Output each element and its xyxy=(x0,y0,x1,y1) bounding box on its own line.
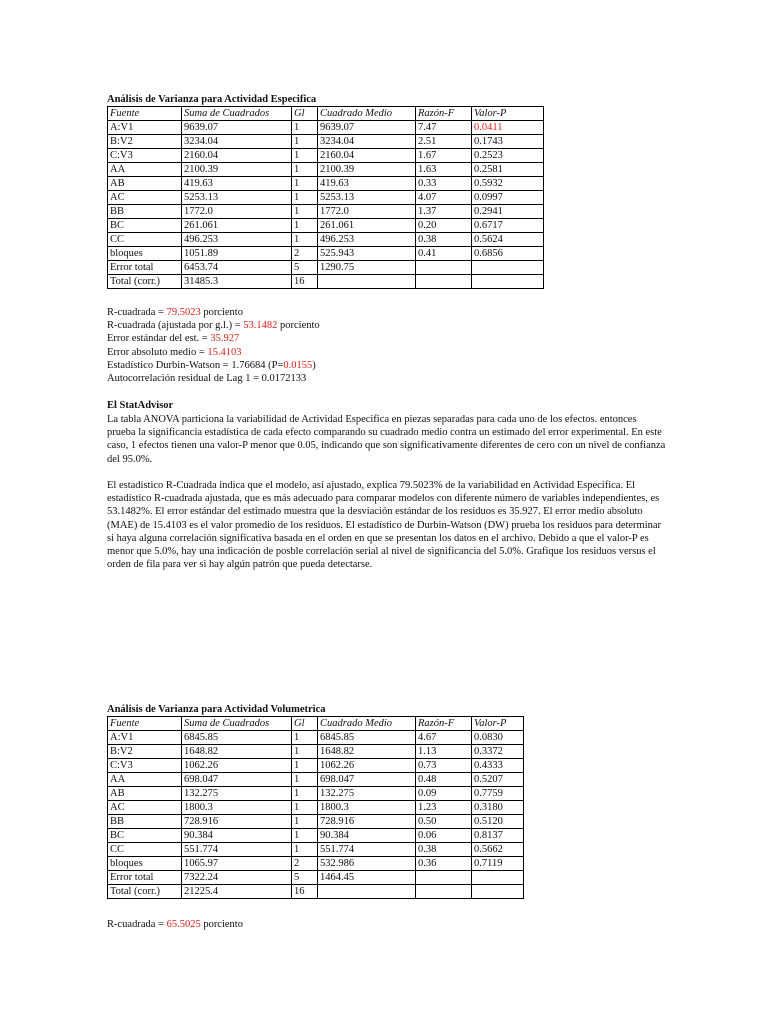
table-row xyxy=(108,759,524,773)
table-cell xyxy=(416,261,472,275)
table-cell: 0.20 xyxy=(416,219,472,233)
table-cell: 0.50 xyxy=(416,815,472,829)
table-cell: 2160.04 xyxy=(318,149,416,163)
table-cell: 1648.82 xyxy=(318,745,416,759)
table-cell: 1 xyxy=(292,205,318,219)
table-row xyxy=(108,135,544,149)
table-cell: 6453.74 xyxy=(182,261,292,275)
header-razon-f: Razón-F xyxy=(416,107,472,121)
mae-value: 15.4103 xyxy=(207,346,242,358)
table-cell: 1.63 xyxy=(416,163,472,177)
table-cell: 261.061 xyxy=(182,219,292,233)
table-cell: 1 xyxy=(292,233,318,247)
table-cell: 1 xyxy=(292,135,318,149)
header-valor-p: Valor-P xyxy=(472,717,524,731)
table2-title: Análisis de Varianza para Actividad Volumetrica xyxy=(107,704,326,715)
table-cell: 0.0997 xyxy=(472,191,544,205)
anova-table-volumetrica xyxy=(107,716,524,899)
summary-stats-volumetrica xyxy=(107,918,243,931)
table-cell: 0.5207 xyxy=(472,773,524,787)
table-cell: A:V1 xyxy=(108,731,182,745)
table-row xyxy=(108,149,544,163)
table-cell xyxy=(318,885,416,899)
table-cell: 0.41 xyxy=(416,247,472,261)
table-cell: 1290.75 xyxy=(318,261,416,275)
table-cell: 7.47 xyxy=(416,121,472,135)
table-cell: 0.5624 xyxy=(472,233,544,247)
table-row xyxy=(108,219,544,233)
table-cell: 1 xyxy=(292,191,318,205)
table-cell: 90.384 xyxy=(318,829,416,843)
table-cell: 90.384 xyxy=(182,829,292,843)
table-cell: B:V2 xyxy=(108,135,182,149)
table-cell: 0.0411 xyxy=(472,121,544,135)
table-cell: 16 xyxy=(292,885,318,899)
table-row xyxy=(108,815,524,829)
table-cell: 496.253 xyxy=(318,233,416,247)
table-cell: 0.5662 xyxy=(472,843,524,857)
table-cell: 728.916 xyxy=(182,815,292,829)
table-cell: 132.275 xyxy=(318,787,416,801)
table-cell xyxy=(472,885,524,899)
r-squared-line: R-cuadrada = 79.5023 porciento xyxy=(107,307,243,318)
table-cell xyxy=(416,871,472,885)
table-cell: 1 xyxy=(292,815,318,829)
table-cell: C:V3 xyxy=(108,149,182,163)
table-cell: 0.38 xyxy=(416,233,472,247)
table-cell: BC xyxy=(108,219,182,233)
table-cell xyxy=(472,261,544,275)
table-cell: 0.3372 xyxy=(472,745,524,759)
table-cell: 1 xyxy=(292,829,318,843)
table-cell: 4.07 xyxy=(416,191,472,205)
table-cell: AB xyxy=(108,177,182,191)
table-cell: 551.774 xyxy=(182,843,292,857)
table-row xyxy=(108,843,524,857)
table-cell: 1.37 xyxy=(416,205,472,219)
table-cell: 2100.39 xyxy=(318,163,416,177)
table-cell: 0.06 xyxy=(416,829,472,843)
table-cell: 419.63 xyxy=(318,177,416,191)
table-cell: 1062.26 xyxy=(318,759,416,773)
table-cell: AA xyxy=(108,163,182,177)
durbin-watson-p-value: 0.0155 xyxy=(283,359,313,371)
table-cell xyxy=(318,275,416,289)
table-row xyxy=(108,205,544,219)
table-cell: 1 xyxy=(292,759,318,773)
table-cell: 0.73 xyxy=(416,759,472,773)
r-squared-value: 65.5025 xyxy=(166,919,201,930)
table-cell: 698.047 xyxy=(318,773,416,787)
table-cell: 0.38 xyxy=(416,843,472,857)
table-cell: 0.4333 xyxy=(472,759,524,773)
table-cell: 728.916 xyxy=(318,815,416,829)
table-cell: Error total xyxy=(108,261,182,275)
table-cell: 5 xyxy=(292,871,318,885)
table-cell: 0.6856 xyxy=(472,247,544,261)
table-cell: bloques xyxy=(108,857,182,871)
table-cell: C:V3 xyxy=(108,759,182,773)
table-cell: 9639.07 xyxy=(318,121,416,135)
table-cell: Total (corr.) xyxy=(108,275,182,289)
table-cell: 21225.4 xyxy=(182,885,292,899)
table-cell: 496.253 xyxy=(182,233,292,247)
table-cell: 0.5120 xyxy=(472,815,524,829)
table-cell: 0.36 xyxy=(416,857,472,871)
header-suma-cuadrados: Suma de Cuadrados xyxy=(182,717,292,731)
table-row xyxy=(108,885,524,899)
table-cell: 0.2523 xyxy=(472,149,544,163)
table-cell: 1 xyxy=(292,731,318,745)
table-cell: 3234.04 xyxy=(182,135,292,149)
table-cell: 0.33 xyxy=(416,177,472,191)
table-cell: 0.7119 xyxy=(472,857,524,871)
table-cell: 0.3180 xyxy=(472,801,524,815)
table-cell: CC xyxy=(108,843,182,857)
table-cell: 1 xyxy=(292,177,318,191)
table-cell: 7322.24 xyxy=(182,871,292,885)
table-cell: 0.2581 xyxy=(472,163,544,177)
durbin-watson-line: Estadístico Durbin-Watson = 1.76684 (P=0.0155) xyxy=(107,359,316,371)
table-cell: 1065.97 xyxy=(182,857,292,871)
table-cell: 132.275 xyxy=(182,787,292,801)
table-cell: 1800.3 xyxy=(318,801,416,815)
table-cell: 5 xyxy=(292,261,318,275)
table-cell: bloques xyxy=(108,247,182,261)
table-cell: 16 xyxy=(292,275,318,289)
table-cell: 1 xyxy=(292,801,318,815)
table-cell: 1772.0 xyxy=(318,205,416,219)
table-cell: 1051.89 xyxy=(182,247,292,261)
table-row xyxy=(108,163,544,177)
table-cell: 9639.07 xyxy=(182,121,292,135)
table-row xyxy=(108,801,524,815)
table-cell: 6845.85 xyxy=(318,731,416,745)
mae-line: Error absoluto medio = 15.4103 xyxy=(107,346,242,358)
summary-stats-especifica xyxy=(107,306,320,385)
table-cell: 525.943 xyxy=(318,247,416,261)
statadvisor-paragraph-2: El estadístico R-Cuadrada indica que el modelo, así ajustado, explica 79.5023% de la variabilidad en Actividad Especifica. El estadístico R-cuadrada ajustada, que es más adecuado para comparar modelos con diferente número de variables independientes, es 53.1482%. El error estándar del estimado muestra que la desviación estándar de los residuos es 35.927. El error medio absoluto (MAE) de 15.4103 es el valor promedio de los residuos. El estadístico de Durbin-Watson (DW) prueba los residuos para determinar si haya alguna correlación significativa basada en el orden en que se presentan los datos en el archivo. Debido a que el valor-P es menor que 5.0%, hay una indicación de posble correlación serial al nivel de significancia del 5.0%. Grafique los residuos versus el orden de fila para ver si hay algún patrón que pueda detectarse. xyxy=(107,480,662,571)
table-cell: 1 xyxy=(292,149,318,163)
table-row xyxy=(108,275,544,289)
table-header-row xyxy=(108,717,524,731)
table-cell: AC xyxy=(108,191,182,205)
table-cell: Error total xyxy=(108,871,182,885)
table-cell xyxy=(472,275,544,289)
table-cell: 551.774 xyxy=(318,843,416,857)
table-cell: 1 xyxy=(292,787,318,801)
standard-error-line: Error estándar del est. = 35.927 xyxy=(107,333,240,345)
statadvisor-paragraph-1: La tabla ANOVA particiona la variabilidad de Actividad Especifica en piezas separadas para cada uno de los efectos. entonces prueba la significancia estadística de cada efecto comparando su cuadrado medio contra un estimado del error experimental. En este caso, 1 efectos tienen una valor-P menor que 0.05, indicando que son significativamente diferentes de cero con un nivel de confianza del 95.0%. xyxy=(107,414,666,465)
table-cell: 1 xyxy=(292,219,318,233)
table-cell: 2100.39 xyxy=(182,163,292,177)
table-header-row xyxy=(108,107,544,121)
header-gl: Gl xyxy=(292,107,318,121)
table-cell: 0.2941 xyxy=(472,205,544,219)
table-row xyxy=(108,829,524,843)
table-row xyxy=(108,787,524,801)
table-cell: 5253.13 xyxy=(182,191,292,205)
table-cell: 2 xyxy=(292,247,318,261)
anova-table-especifica xyxy=(107,106,544,289)
table-cell: 1 xyxy=(292,843,318,857)
table-cell: 6845.85 xyxy=(182,731,292,745)
table-row xyxy=(108,233,544,247)
table-row xyxy=(108,731,524,745)
table-row xyxy=(108,871,524,885)
table-cell: 1772.0 xyxy=(182,205,292,219)
table-cell: 0.8137 xyxy=(472,829,524,843)
header-valor-p: Valor-P xyxy=(472,107,544,121)
header-fuente: Fuente xyxy=(108,717,182,731)
table-cell: 5253.13 xyxy=(318,191,416,205)
table-cell: A:V1 xyxy=(108,121,182,135)
table-cell: AA xyxy=(108,773,182,787)
table-row xyxy=(108,261,544,275)
table-cell: 0.48 xyxy=(416,773,472,787)
header-fuente: Fuente xyxy=(108,107,182,121)
table-cell xyxy=(416,275,472,289)
table-cell: 1.13 xyxy=(416,745,472,759)
table-cell: 698.047 xyxy=(182,773,292,787)
table-cell: CC xyxy=(108,233,182,247)
standard-error-value: 35.927 xyxy=(210,333,240,345)
r-squared-value: 79.5023 xyxy=(166,307,201,318)
header-razon-f: Razón-F xyxy=(416,717,472,731)
table-cell xyxy=(416,885,472,899)
table-cell: 0.1743 xyxy=(472,135,544,149)
header-suma-cuadrados: Suma de Cuadrados xyxy=(182,107,292,121)
table-cell: 1.23 xyxy=(416,801,472,815)
table-cell: AC xyxy=(108,801,182,815)
table-cell: 0.5932 xyxy=(472,177,544,191)
statadvisor-title: El StatAdvisor xyxy=(107,400,174,411)
table-cell: 3234.04 xyxy=(318,135,416,149)
header-gl: Gl xyxy=(292,717,318,731)
header-cuadrado-medio: Cuadrado Medio xyxy=(318,107,416,121)
table-cell: BC xyxy=(108,829,182,843)
table1-title: Análisis de Varianza para Actividad Especifica xyxy=(107,94,317,105)
table-cell: 31485.3 xyxy=(182,275,292,289)
table-cell: 532.986 xyxy=(318,857,416,871)
table-cell: 2.51 xyxy=(416,135,472,149)
header-cuadrado-medio: Cuadrado Medio xyxy=(318,717,416,731)
table-cell: BB xyxy=(108,815,182,829)
table-cell: 0.09 xyxy=(416,787,472,801)
table-cell: 261.061 xyxy=(318,219,416,233)
table-cell: 1 xyxy=(292,773,318,787)
table-row xyxy=(108,857,524,871)
autocorrelation-line: Autocorrelación residual de Lag 1 = 0.0172133 xyxy=(107,373,307,385)
table-cell: 2160.04 xyxy=(182,149,292,163)
table-cell: 1464.45 xyxy=(318,871,416,885)
table-cell: 1.67 xyxy=(416,149,472,163)
table-row xyxy=(108,121,544,135)
table-row xyxy=(108,745,524,759)
table-cell: 0.7759 xyxy=(472,787,524,801)
table-cell: 1062.26 xyxy=(182,759,292,773)
table-row xyxy=(108,177,544,191)
table-cell: 2 xyxy=(292,857,318,871)
r-squared-line: R-cuadrada = 65.5025 porciento xyxy=(107,919,243,930)
table-cell: 1648.82 xyxy=(182,745,292,759)
table-row xyxy=(108,773,524,787)
table-cell: 1 xyxy=(292,163,318,177)
table-cell: 1800.3 xyxy=(182,801,292,815)
table-cell: BB xyxy=(108,205,182,219)
table-cell xyxy=(472,871,524,885)
table-cell: 0.0830 xyxy=(472,731,524,745)
table-cell: 419.63 xyxy=(182,177,292,191)
table-cell: 1 xyxy=(292,121,318,135)
table-cell: AB xyxy=(108,787,182,801)
table-cell: Total (corr.) xyxy=(108,885,182,899)
table-cell: 1 xyxy=(292,745,318,759)
table-cell: 0.6717 xyxy=(472,219,544,233)
table-cell: 4.67 xyxy=(416,731,472,745)
r-squared-adjusted-line: R-cuadrada (ajustada por g.l.) = 53.1482 porciento xyxy=(107,320,320,332)
table-cell: B:V2 xyxy=(108,745,182,759)
r-squared-adjusted-value: 53.1482 xyxy=(243,320,278,332)
table-row xyxy=(108,247,544,261)
table-row xyxy=(108,191,544,205)
